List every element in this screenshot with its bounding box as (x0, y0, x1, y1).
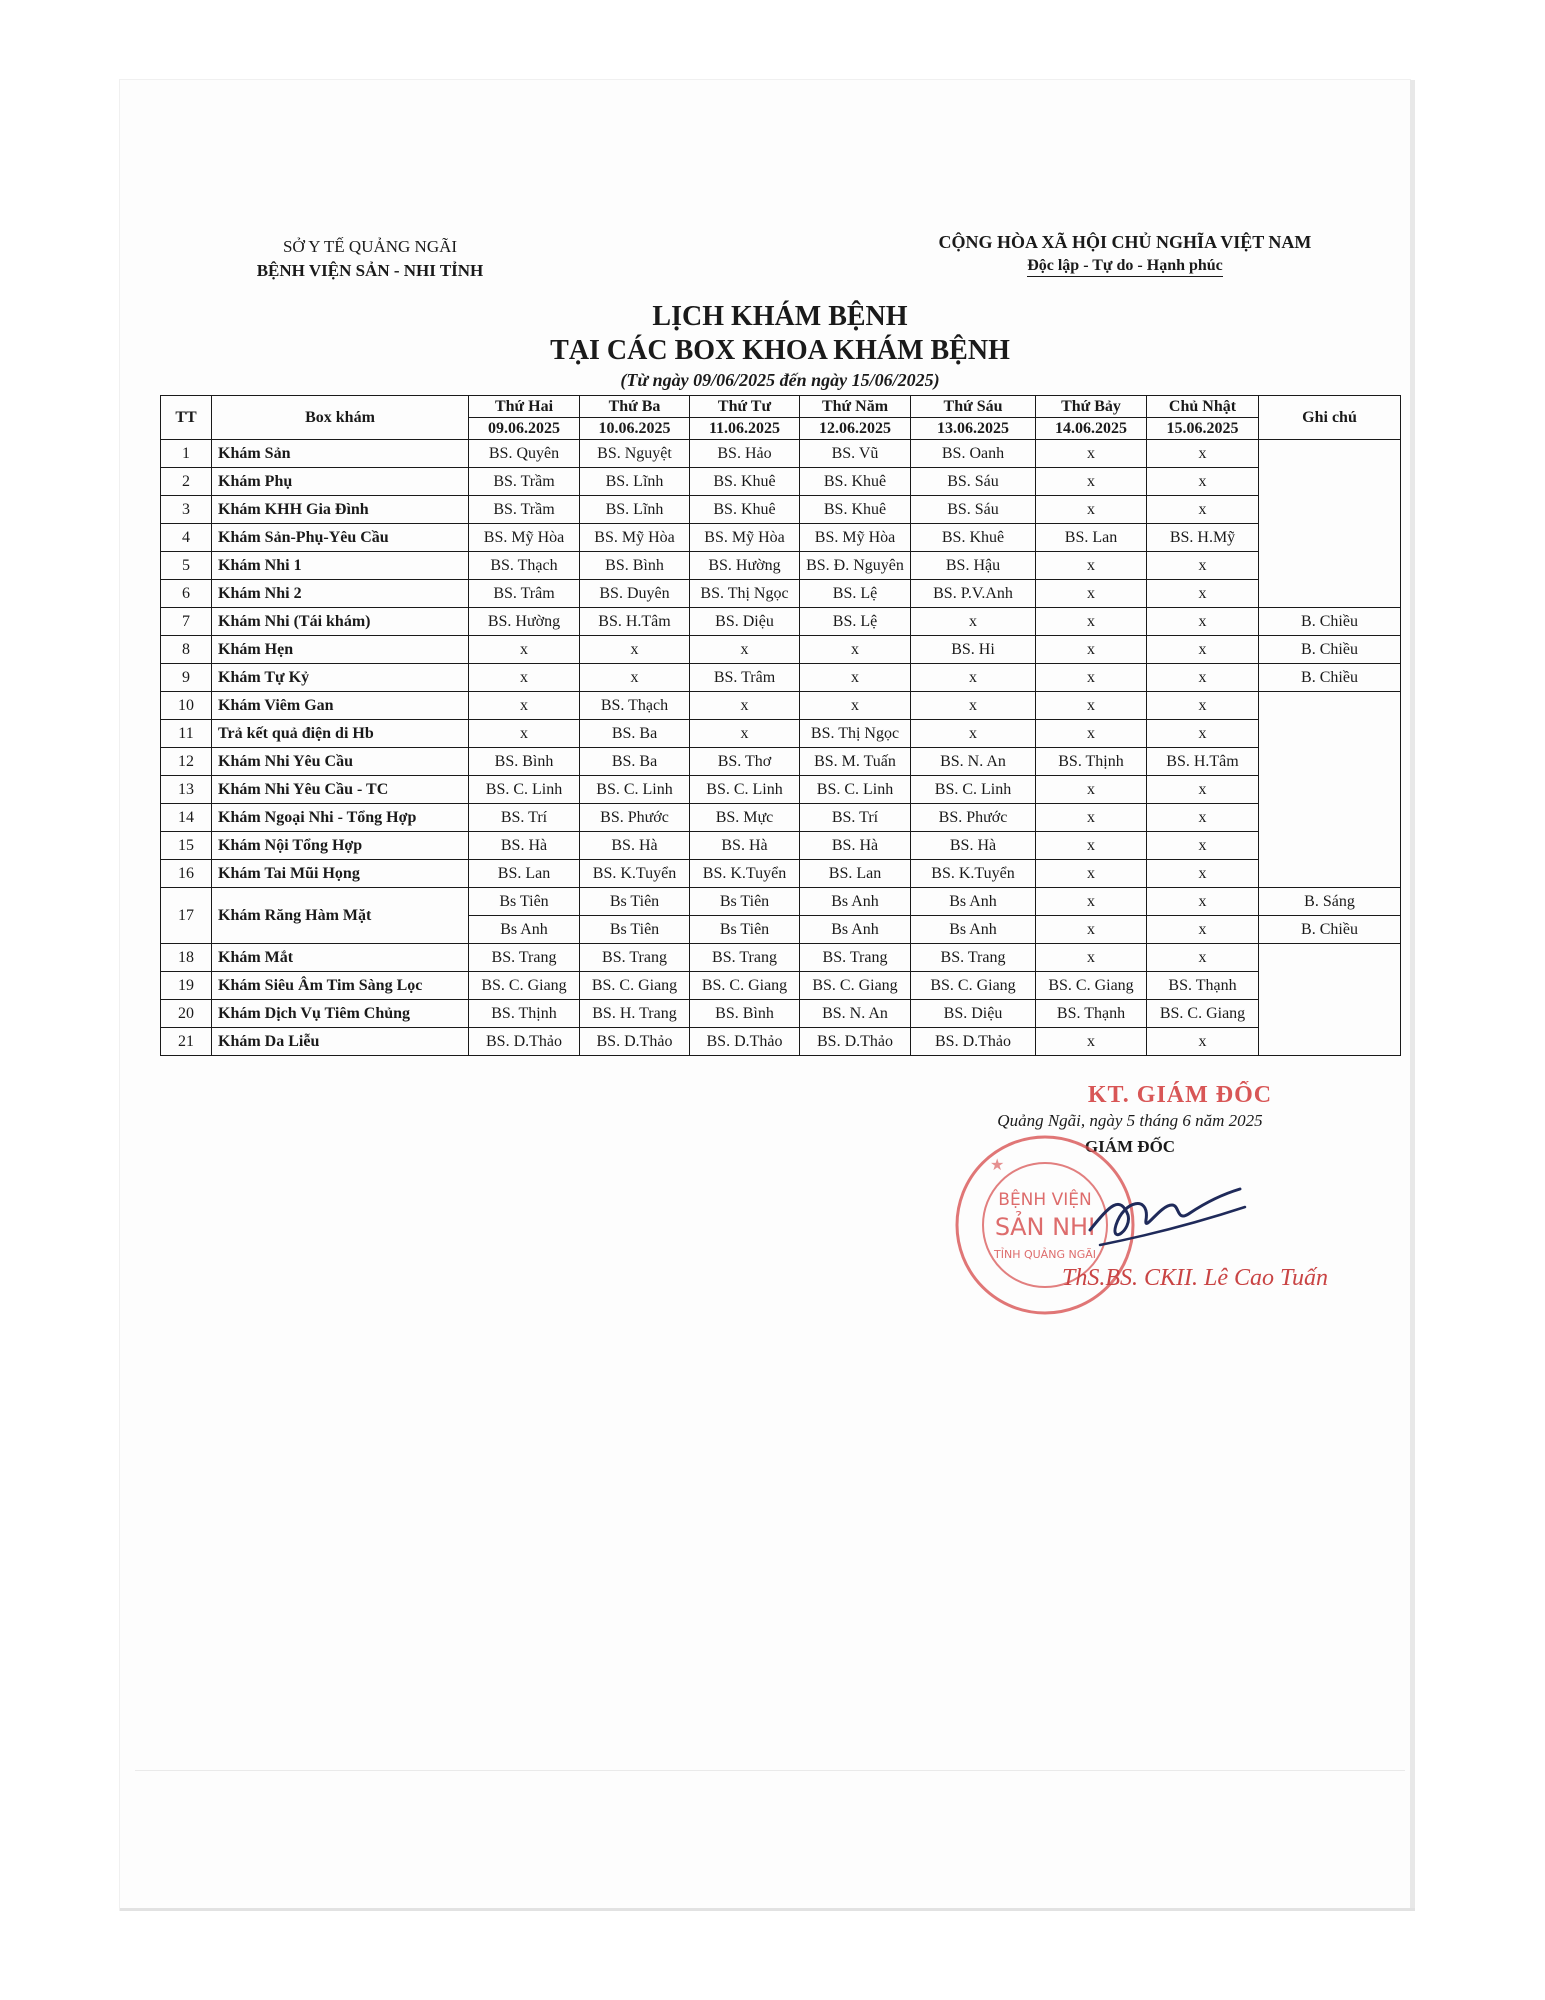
col-header-day: Thứ Bảy (1036, 396, 1147, 418)
doctor-cell: BS. H. Trang (580, 1000, 690, 1028)
doctor-cell: BS. Quyên (469, 440, 580, 468)
row-number: 11 (161, 720, 212, 748)
doctor-cell: BS. Lan (800, 860, 911, 888)
box-name: Khám Nhi (Tái khám) (212, 608, 469, 636)
doctor-cell: BS. Hà (911, 832, 1036, 860)
schedule-table (160, 395, 1401, 1056)
box-name: Khám KHH Gia Đình (212, 496, 469, 524)
doctor-cell: BS. Hà (800, 832, 911, 860)
doctor-cell: BS. Hường (690, 552, 800, 580)
box-name: Khám Nhi 1 (212, 552, 469, 580)
doctor-cell: BS. C. Linh (911, 776, 1036, 804)
doctor-cell: BS. Bình (580, 552, 690, 580)
doctor-cell: BS. Thị Ngọc (690, 580, 800, 608)
doctor-cell: BS. Khuê (690, 496, 800, 524)
doctor-cell: x (1147, 860, 1259, 888)
col-header-date: 14.06.2025 (1036, 418, 1147, 440)
table-row (161, 580, 1401, 608)
doctor-cell: BS. C. Giang (469, 972, 580, 1000)
box-name: Khám Răng Hàm Mặt (212, 888, 469, 944)
table-row (161, 804, 1401, 832)
doctor-cell: x (911, 692, 1036, 720)
row-number: 8 (161, 636, 212, 664)
col-header-date: 10.06.2025 (580, 418, 690, 440)
col-header-date: 09.06.2025 (469, 418, 580, 440)
doctor-cell: BS. Sáu (911, 496, 1036, 524)
doctor-cell: x (1036, 608, 1147, 636)
header-row-days (161, 396, 1401, 418)
doctor-cell: BS. Phước (911, 804, 1036, 832)
place-date: Quảng Ngãi, ngày 5 tháng 6 năm 2025 (997, 1111, 1263, 1130)
doctor-cell: BS. Mỹ Hòa (469, 524, 580, 552)
paper-edge-bottom (120, 1908, 1415, 1911)
doctor-cell: BS. Mỹ Hòa (800, 524, 911, 552)
box-name: Khám Mắt (212, 944, 469, 972)
doctor-cell: BS. C. Giang (580, 972, 690, 1000)
doctor-cell: BS. Trí (800, 804, 911, 832)
note-cell: B. Sáng (1259, 888, 1401, 916)
row-number: 7 (161, 608, 212, 636)
doctor-cell: BS. Duyên (580, 580, 690, 608)
doctor-cell: x (1147, 916, 1259, 944)
seal-line-1: BỆNH VIỆN (998, 1190, 1092, 1210)
seal-line-2: SẢN NHI (994, 1213, 1096, 1241)
row-number: 5 (161, 552, 212, 580)
doctor-cell: x (1036, 636, 1147, 664)
doctor-cell: BS. Trâm (690, 664, 800, 692)
box-name: Khám Siêu Âm Tim Sàng Lọc (212, 972, 469, 1000)
doctor-cell: BS. N. An (911, 748, 1036, 776)
doctor-cell: BS. C. Linh (580, 776, 690, 804)
doctor-cell: x (469, 636, 580, 664)
doctor-cell: BS. Thạch (580, 692, 690, 720)
doctor-cell: BS. Oanh (911, 440, 1036, 468)
doctor-cell: x (1036, 1028, 1147, 1056)
issuer-hospital: BỆNH VIỆN SẢN - NHI TỈNH (256, 261, 484, 280)
doctor-cell: BS. Thạnh (1036, 1000, 1147, 1028)
doctor-cell: BS. Lệ (800, 608, 911, 636)
doctor-cell: BS. M. Tuấn (800, 748, 911, 776)
doctor-cell: BS. C. Linh (469, 776, 580, 804)
box-name: Khám Ngoại Nhi - Tổng Hợp (212, 804, 469, 832)
doctor-cell: BS. Thịnh (469, 1000, 580, 1028)
doctor-cell: BS. Ba (580, 720, 690, 748)
box-name: Khám Viêm Gan (212, 692, 469, 720)
doctor-cell: BS. Khuê (690, 468, 800, 496)
doctor-cell: Bs Tiên (580, 888, 690, 916)
table-row (161, 608, 1401, 636)
doctor-cell: x (1036, 692, 1147, 720)
note-cell: B. Chiều (1259, 636, 1401, 664)
doctor-cell: BS. Lan (1036, 524, 1147, 552)
doctor-cell: BS. Bình (690, 1000, 800, 1028)
doctor-cell: x (1147, 720, 1259, 748)
row-number: 3 (161, 496, 212, 524)
doctor-cell: x (1036, 776, 1147, 804)
seal-line-3: TỈNH QUẢNG NGÃI (994, 1248, 1096, 1261)
row-number: 18 (161, 944, 212, 972)
doctor-cell: x (580, 636, 690, 664)
doctor-cell: x (1036, 888, 1147, 916)
col-header-day: Thứ Tư (690, 396, 800, 418)
doctor-cell: BS. Hi (911, 636, 1036, 664)
doctor-cell: Bs Anh (911, 916, 1036, 944)
table-row (161, 1028, 1401, 1056)
signer-role: GIÁM ĐỐC (1084, 1137, 1176, 1156)
doctor-cell: BS. Trầm (469, 496, 580, 524)
note-cell: B. Chiều (1259, 608, 1401, 636)
col-header-note: Ghi chú (1259, 396, 1401, 440)
box-name: Trả kết quả điện di Hb (212, 720, 469, 748)
doctor-cell: Bs Tiên (580, 916, 690, 944)
doctor-cell: x (800, 636, 911, 664)
col-header-day: Thứ Sáu (911, 396, 1036, 418)
doctor-cell: BS. Trâm (469, 580, 580, 608)
col-header-day: Thứ Năm (800, 396, 911, 418)
doctor-cell: x (1147, 636, 1259, 664)
doctor-cell: BS. N. An (800, 1000, 911, 1028)
doctor-cell: x (1036, 468, 1147, 496)
table-row (161, 1000, 1401, 1028)
doctor-cell: x (690, 636, 800, 664)
doctor-cell: x (1036, 860, 1147, 888)
doctor-cell: BS. Nguyệt (580, 440, 690, 468)
row-number: 21 (161, 1028, 212, 1056)
doctor-cell: x (800, 692, 911, 720)
motto-text: Độc lập - Tự do - Hạnh phúc (1027, 256, 1223, 277)
row-number: 17 (161, 888, 212, 944)
doctor-cell: BS. Hà (469, 832, 580, 860)
row-number: 6 (161, 580, 212, 608)
note-cell-empty (1259, 944, 1401, 1056)
doctor-cell: x (690, 720, 800, 748)
doctor-cell: x (1036, 804, 1147, 832)
row-number: 10 (161, 692, 212, 720)
table-row (161, 972, 1401, 1000)
col-header-date: 13.06.2025 (911, 418, 1036, 440)
signer-name: ThS.BS. CKII. Lê Cao Tuấn (1061, 1265, 1329, 1291)
title-date-range: (Từ ngày 09/06/2025 đến ngày 15/06/2025) (620, 370, 940, 390)
box-name: Khám Tai Mũi Họng (212, 860, 469, 888)
doctor-cell: BS. Hà (580, 832, 690, 860)
doctor-cell: Bs Tiên (690, 916, 800, 944)
doctor-cell: BS. Bình (469, 748, 580, 776)
table-row (161, 692, 1401, 720)
doctor-cell: BS. C. Giang (1147, 1000, 1259, 1028)
box-name: Khám Dịch Vụ Tiêm Chủng (212, 1000, 469, 1028)
note-cell: B. Chiều (1259, 916, 1401, 944)
doctor-cell: BS. C. Linh (800, 776, 911, 804)
doctor-cell: BS. Đ. Nguyên (800, 552, 911, 580)
doctor-cell: x (469, 692, 580, 720)
doctor-cell: x (1147, 608, 1259, 636)
doctor-cell: BS. Trang (800, 944, 911, 972)
doctor-cell: x (1036, 832, 1147, 860)
box-name: Khám Sản (212, 440, 469, 468)
national-motto (900, 230, 1350, 278)
doctor-cell: BS. Diệu (911, 1000, 1036, 1028)
doctor-cell: Bs Anh (469, 916, 580, 944)
doctor-cell: x (1147, 496, 1259, 524)
doctor-cell: BS. Hường (469, 608, 580, 636)
title-line-2: TẠI CÁC BOX KHOA KHÁM BỆNH (550, 335, 1010, 366)
box-name: Khám Da Liễu (212, 1028, 469, 1056)
table-row (161, 636, 1401, 664)
doctor-cell: x (1147, 664, 1259, 692)
note-cell-empty (1259, 692, 1401, 888)
doctor-cell: BS. C. Giang (800, 972, 911, 1000)
doctor-cell: BS. D.Thảo (469, 1028, 580, 1056)
table-row (161, 720, 1401, 748)
row-number: 19 (161, 972, 212, 1000)
box-name: Khám Hẹn (212, 636, 469, 664)
doctor-cell: BS. Lan (469, 860, 580, 888)
doctor-cell: BS. C. Linh (690, 776, 800, 804)
doctor-cell: x (1147, 888, 1259, 916)
doctor-cell: x (1147, 804, 1259, 832)
doctor-cell: x (1036, 580, 1147, 608)
issuer-department: SỞ Y TẾ QUẢNG NGÃI (282, 237, 458, 256)
paper-fold-line (135, 1770, 1405, 1771)
doctor-cell: x (911, 664, 1036, 692)
doctor-cell: BS. Mỹ Hòa (690, 524, 800, 552)
doctor-cell: BS. Ba (580, 748, 690, 776)
doctor-cell: BS. Lĩnh (580, 496, 690, 524)
doctor-cell: x (911, 608, 1036, 636)
doctor-cell: x (1147, 776, 1259, 804)
table-row (161, 496, 1401, 524)
doctor-cell: BS. Thơ (690, 748, 800, 776)
doctor-cell: x (800, 664, 911, 692)
doctor-cell: BS. H.Mỹ (1147, 524, 1259, 552)
row-number: 4 (161, 524, 212, 552)
doctor-cell: BS. Sáu (911, 468, 1036, 496)
doctor-cell: x (1147, 580, 1259, 608)
doctor-cell: BS. Trang (690, 944, 800, 972)
box-name: Khám Nhi Yêu Cầu - TC (212, 776, 469, 804)
row-number: 13 (161, 776, 212, 804)
doctor-cell: BS. Mỹ Hòa (580, 524, 690, 552)
doctor-cell: BS. Phước (580, 804, 690, 832)
col-header-date: 11.06.2025 (690, 418, 800, 440)
col-header-day: Thứ Ba (580, 396, 690, 418)
doctor-cell: BS. Khuê (800, 468, 911, 496)
doctor-cell: x (469, 720, 580, 748)
doctor-cell: Bs Anh (800, 916, 911, 944)
doctor-cell: BS. Thị Ngọc (800, 720, 911, 748)
doctor-cell: x (1147, 468, 1259, 496)
box-name: Khám Nhi 2 (212, 580, 469, 608)
row-number: 9 (161, 664, 212, 692)
doctor-cell: Bs Tiên (469, 888, 580, 916)
doctor-cell: BS. C. Giang (911, 972, 1036, 1000)
table-row (161, 776, 1401, 804)
doctor-cell: x (469, 664, 580, 692)
doctor-cell: x (580, 664, 690, 692)
table-row (161, 468, 1401, 496)
doctor-cell: BS. C. Giang (690, 972, 800, 1000)
doctor-cell: BS. Thạnh (1147, 972, 1259, 1000)
doctor-cell: x (1147, 440, 1259, 468)
doctor-cell: x (1147, 832, 1259, 860)
doctor-cell: x (1036, 552, 1147, 580)
doctor-cell: BS. P.V.Anh (911, 580, 1036, 608)
doctor-cell: BS. Vũ (800, 440, 911, 468)
table-row (161, 552, 1401, 580)
table-row (161, 664, 1401, 692)
table-row (161, 524, 1401, 552)
doctor-cell: Bs Anh (800, 888, 911, 916)
doctor-cell: x (911, 720, 1036, 748)
table-row (161, 440, 1401, 468)
doctor-cell: Bs Anh (911, 888, 1036, 916)
doctor-cell: BS. Trang (580, 944, 690, 972)
doctor-cell: x (1147, 944, 1259, 972)
doctor-cell: BS. D.Thảo (911, 1028, 1036, 1056)
row-number: 14 (161, 804, 212, 832)
doctor-cell: x (690, 692, 800, 720)
doctor-cell: BS. K.Tuyển (580, 860, 690, 888)
doctor-cell: x (1036, 440, 1147, 468)
row-number: 2 (161, 468, 212, 496)
doctor-cell: BS. D.Thảo (690, 1028, 800, 1056)
row-number: 15 (161, 832, 212, 860)
box-name: Khám Sản-Phụ-Yêu Cầu (212, 524, 469, 552)
table-row (161, 944, 1401, 972)
doctor-cell: BS. C. Giang (1036, 972, 1147, 1000)
doctor-cell: BS. K.Tuyển (690, 860, 800, 888)
col-header-box: Box khám (212, 396, 469, 440)
note-cell-empty (1259, 440, 1401, 608)
table-row (161, 832, 1401, 860)
svg-text:★: ★ (990, 1157, 1005, 1174)
issuer-header (220, 235, 520, 283)
doctor-cell: BS. Khuê (800, 496, 911, 524)
doctor-cell: BS. Trang (911, 944, 1036, 972)
doctor-cell: x (1147, 552, 1259, 580)
row-number: 20 (161, 1000, 212, 1028)
doctor-cell: BS. D.Thảo (580, 1028, 690, 1056)
doctor-cell: BS. D.Thảo (800, 1028, 911, 1056)
row-number: 1 (161, 440, 212, 468)
doctor-cell: BS. Hảo (690, 440, 800, 468)
doctor-cell: Bs Tiên (690, 888, 800, 916)
doctor-cell: BS. K.Tuyển (911, 860, 1036, 888)
row-number: 12 (161, 748, 212, 776)
doctor-cell: BS. Trang (469, 944, 580, 972)
doctor-cell: x (1036, 944, 1147, 972)
doctor-cell: x (1147, 1028, 1259, 1056)
row-number: 16 (161, 860, 212, 888)
doctor-cell: x (1147, 692, 1259, 720)
document-title (420, 300, 1140, 392)
box-name: Khám Tự Kỷ (212, 664, 469, 692)
col-header-date: 15.06.2025 (1147, 418, 1259, 440)
doctor-cell: BS. Khuê (911, 524, 1036, 552)
doctor-cell: x (1036, 916, 1147, 944)
box-name: Khám Nội Tổng Hợp (212, 832, 469, 860)
doctor-cell: BS. Hà (690, 832, 800, 860)
box-name: Khám Nhi Yêu Cầu (212, 748, 469, 776)
table-row (161, 888, 1401, 916)
col-header-date: 12.06.2025 (800, 418, 911, 440)
col-header-tt: TT (161, 396, 212, 440)
handwritten-signature-icon (1080, 1175, 1250, 1255)
doctor-cell: x (1036, 664, 1147, 692)
doctor-cell: BS. Trầm (469, 468, 580, 496)
doctor-cell: BS. H.Tâm (580, 608, 690, 636)
doctor-cell: BS. Hậu (911, 552, 1036, 580)
doctor-cell: BS. Lệ (800, 580, 911, 608)
doctor-cell: BS. Diệu (690, 608, 800, 636)
doctor-cell: x (1036, 720, 1147, 748)
box-name: Khám Phụ (212, 468, 469, 496)
doctor-cell: BS. Lĩnh (580, 468, 690, 496)
table-row (161, 860, 1401, 888)
doctor-cell: BS. Thạch (469, 552, 580, 580)
doctor-cell: x (1036, 496, 1147, 524)
title-line-1: LỊCH KHÁM BỆNH (652, 301, 908, 332)
doctor-cell: BS. Trí (469, 804, 580, 832)
note-cell: B. Chiều (1259, 664, 1401, 692)
paper-edge-right (1410, 80, 1415, 1910)
doctor-cell: BS. Mực (690, 804, 800, 832)
stamp-kt-giam-doc: KT. GIÁM ĐỐC (1087, 1082, 1273, 1108)
doctor-cell: BS. Thịnh (1036, 748, 1147, 776)
table-row (161, 748, 1401, 776)
col-header-day: Chủ Nhật (1147, 396, 1259, 418)
col-header-day: Thứ Hai (469, 396, 580, 418)
doctor-cell: BS. H.Tâm (1147, 748, 1259, 776)
country-name: CỘNG HÒA XÃ HỘI CHỦ NGHĨA VIỆT NAM (938, 232, 1312, 252)
